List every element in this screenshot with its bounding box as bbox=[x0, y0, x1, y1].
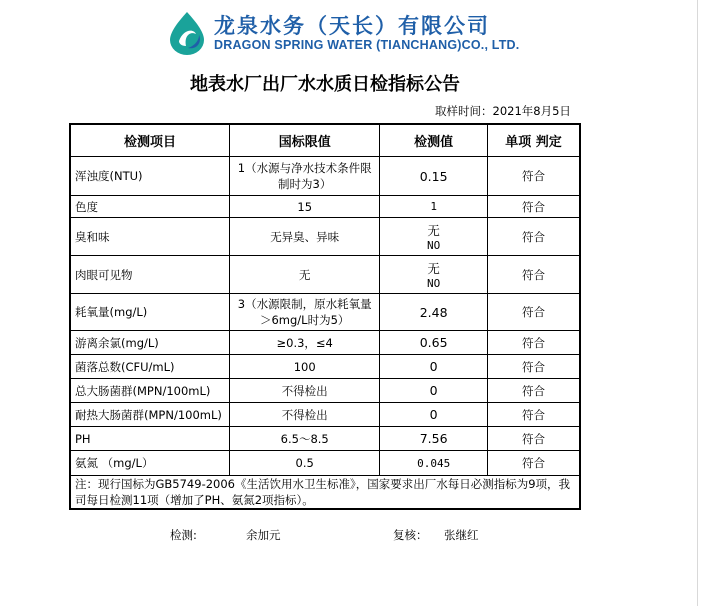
table-note: 注：现行国标为GB5749-2006《生活饮用水卫生标准》，国家要求出厂水每日必测指标为9项，我司每日检测11项（增加了PH、氨氮2项指标）。 bbox=[70, 476, 580, 510]
value-en: NO bbox=[427, 239, 441, 252]
header-item: 检测项目 bbox=[70, 124, 230, 157]
row-item: 臭和味 bbox=[70, 218, 230, 256]
row-verdict: 符合 bbox=[487, 355, 580, 379]
header-verdict: 单项 判定 bbox=[487, 124, 580, 157]
reviewer-label: 复核： bbox=[393, 528, 428, 542]
row-limit: 不得检出 bbox=[230, 403, 380, 427]
row-limit: 无异臭、异味 bbox=[230, 218, 380, 256]
row-item: 氨氮 （mg/L） bbox=[70, 451, 230, 476]
table-row bbox=[70, 294, 580, 331]
value-cn: 无 bbox=[427, 261, 440, 276]
row-verdict: 符合 bbox=[487, 451, 580, 476]
row-verdict: 符合 bbox=[487, 331, 580, 355]
page-title: 地表水厂出厂水水质日检指标公告 bbox=[190, 74, 460, 95]
table-header-row bbox=[70, 124, 580, 157]
row-limit: ≥0.3，≤4 bbox=[230, 331, 380, 355]
company-name-cn: 龙泉水务（天长）有限公司 bbox=[214, 14, 490, 38]
row-value: 0.15 bbox=[380, 157, 488, 196]
table-row bbox=[70, 196, 580, 218]
inspector-label: 检测: bbox=[170, 528, 197, 542]
table-row bbox=[70, 218, 580, 256]
row-verdict: 符合 bbox=[487, 157, 580, 196]
row-item: 色度 bbox=[70, 196, 230, 218]
row-item: 耐热大肠菌群(MPN/100mL) bbox=[70, 403, 230, 427]
row-value: 0 bbox=[380, 355, 488, 379]
row-value bbox=[380, 256, 488, 294]
value-en: NO bbox=[427, 277, 441, 290]
row-limit: 3（水源限制，原水耗氧量＞6mg/L时为5） bbox=[230, 294, 380, 331]
row-item: PH bbox=[70, 427, 230, 451]
row-item: 游离余氯(mg/L) bbox=[70, 331, 230, 355]
table-row bbox=[70, 355, 580, 379]
row-value: 1 bbox=[380, 196, 488, 218]
table-row bbox=[70, 331, 580, 355]
row-limit: 6.5～8.5 bbox=[230, 427, 380, 451]
row-item: 耗氧量(mg/L) bbox=[70, 294, 230, 331]
table-row bbox=[70, 451, 580, 476]
row-value: 0.65 bbox=[380, 331, 488, 355]
row-verdict: 符合 bbox=[487, 403, 580, 427]
row-item: 菌落总数(CFU/mL) bbox=[70, 355, 230, 379]
water-quality-table bbox=[69, 123, 581, 510]
row-verdict: 符合 bbox=[487, 379, 580, 403]
row-value bbox=[380, 218, 488, 256]
reviewer-name: 张继红 bbox=[444, 528, 479, 542]
inspector-name: 余加元 bbox=[246, 528, 281, 542]
sampling-time: 取样时间：2021年8月5日 bbox=[435, 104, 571, 118]
table-row bbox=[70, 379, 580, 403]
company-name-en: DRAGON SPRING WATER (TIANCHANG)CO., LTD. bbox=[214, 38, 520, 52]
row-value: 0.045 bbox=[380, 451, 488, 476]
company-logo bbox=[166, 8, 520, 58]
row-verdict: 符合 bbox=[487, 256, 580, 294]
row-item: 肉眼可见物 bbox=[70, 256, 230, 294]
header-limit: 国标限值 bbox=[230, 124, 380, 157]
note-row bbox=[70, 476, 580, 510]
table-row bbox=[70, 157, 580, 196]
value-cn: 无 bbox=[427, 223, 440, 238]
row-limit: 15 bbox=[230, 196, 380, 218]
row-value: 2.48 bbox=[380, 294, 488, 331]
row-limit: 不得检出 bbox=[230, 379, 380, 403]
row-verdict: 符合 bbox=[487, 196, 580, 218]
row-verdict: 符合 bbox=[487, 294, 580, 331]
table-row bbox=[70, 256, 580, 294]
row-value: 0 bbox=[380, 379, 488, 403]
table-row bbox=[70, 403, 580, 427]
water-drop-logo-icon bbox=[166, 10, 208, 56]
row-verdict: 符合 bbox=[487, 427, 580, 451]
row-limit: 1（水源与净水技术条件限制时为3） bbox=[230, 157, 380, 196]
table-row bbox=[70, 427, 580, 451]
row-value: 7.56 bbox=[380, 427, 488, 451]
header-value: 检测值 bbox=[380, 124, 488, 157]
row-value: 0 bbox=[380, 403, 488, 427]
row-limit: 100 bbox=[230, 355, 380, 379]
row-item: 总大肠菌群(MPN/100mL) bbox=[70, 379, 230, 403]
row-verdict: 符合 bbox=[487, 218, 580, 256]
row-item: 浑浊度(NTU) bbox=[70, 157, 230, 196]
row-limit: 0.5 bbox=[230, 451, 380, 476]
row-limit: 无 bbox=[230, 256, 380, 294]
